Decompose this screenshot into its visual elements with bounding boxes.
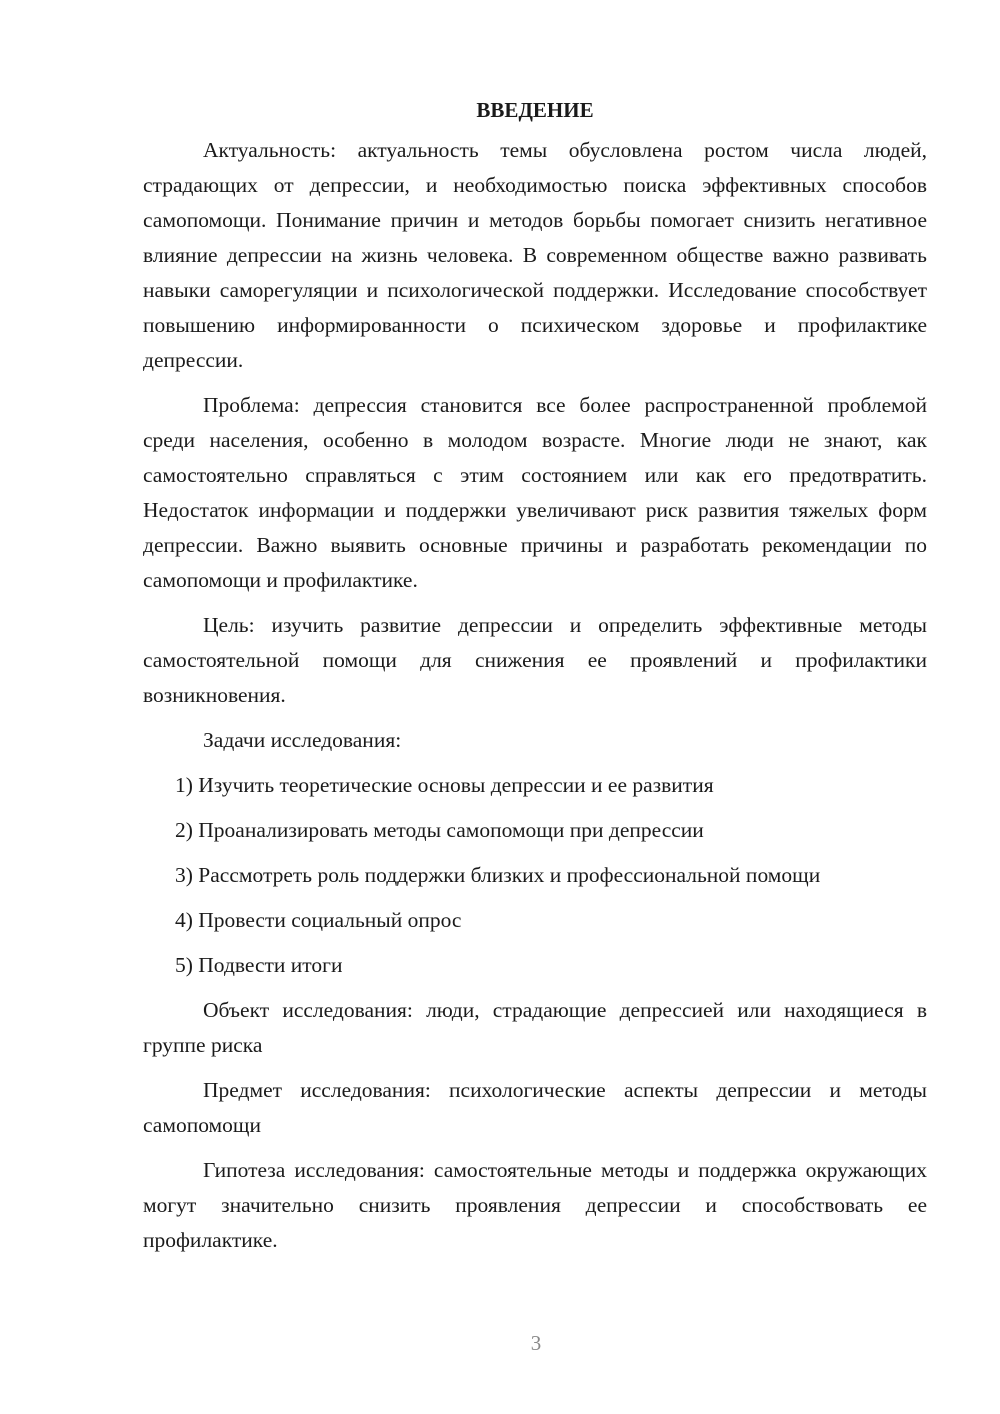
- paragraph-hypothesis: Гипотеза исследования: самостоятельные методы и поддержка окружающих могут значительно снизить проявления депрессии и способствовать ее профилактике.: [143, 1158, 927, 1252]
- section-title: ВВЕДЕНИЕ: [476, 98, 594, 122]
- list-item: 5) Подвести итоги: [175, 953, 343, 977]
- paragraph-goal: Цель: изучить развитие депрессии и определить эффективные методы самостоятельной помощи для снижения ее проявлений и профилактики возникновения.: [143, 613, 927, 707]
- list-item: 1) Изучить теоретические основы депрессии и ее развития: [175, 773, 714, 797]
- page-number: 3: [530, 1331, 542, 1355]
- tasks-heading: Задачи исследования:: [203, 728, 402, 752]
- page-content: [143, 93, 927, 1268]
- list-item: 4) Провести социальный опрос: [175, 908, 462, 932]
- tasks-list: [143, 768, 927, 983]
- paragraph-object: Объект исследования: люди, страдающие депрессией или находящиеся в группе риска: [143, 998, 927, 1057]
- paragraph-subject: Предмет исследования: психологические аспекты депрессии и методы самопомощи: [143, 1078, 927, 1137]
- list-item: 2) Проанализировать методы самопомощи при депрессии: [175, 818, 704, 842]
- paragraph-relevance: Актуальность: актуальность темы обусловлена ростом числа людей, страдающих от депрессии, и необходимостью поиска эффективных способов самопомощи. Понимание причин и методов борьбы помогает снизить негативное влияние депрессии на жизнь человека. В современном обществе важно развивать навыки саморегуляции и психологической поддержки. Исследование способствует повышению информированности о психическом здоровье и профилактике депрессии.: [143, 138, 927, 372]
- paragraph-problem: Проблема: депрессия становится все более распространенной проблемой среди населения, особенно в молодом возрасте. Многие люди не знают, как самостоятельно справляться с этим состоянием или как его предотвратить. Недостаток информации и поддержки увеличивают риск развития тяжелых форм депрессии. Важно выявить основные причины и разработать рекомендации по самопомощи и профилактике.: [143, 393, 927, 592]
- list-item: 3) Рассмотреть роль поддержки близких и профессиональной помощи: [175, 863, 821, 887]
